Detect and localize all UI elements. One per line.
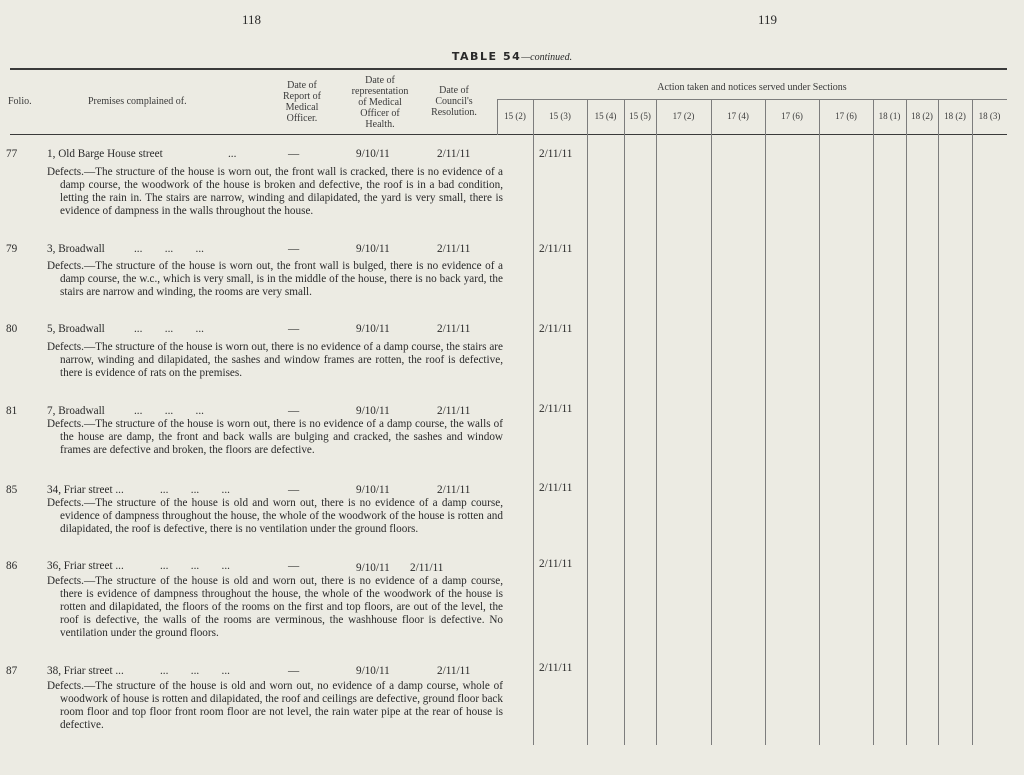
row-defects: Defects.—The structure of the house is worn out, there is no evidence of a damp course, the walls of the house are damp, the front and back walls are bulging and cracked, the sashes and window frames are defective and broken, the floors are defective.	[47, 418, 503, 457]
row-leaders: ...	[228, 148, 237, 160]
row-folio: 85	[6, 484, 18, 496]
column-rule	[938, 100, 939, 745]
row-folio: 80	[6, 323, 18, 335]
column-rule	[765, 100, 766, 745]
row-date-resolution: 2/11/11	[437, 484, 471, 496]
column-rule	[906, 100, 907, 745]
row-date-representation: 9/10/11	[356, 484, 390, 496]
column-rule	[972, 100, 973, 745]
column-rule	[624, 100, 625, 745]
section-header: 18 (1)	[878, 111, 901, 121]
row-folio: 86	[6, 560, 18, 572]
row-leaders: ... ... ...	[134, 323, 204, 335]
header-report: Date of Report of Medical Officer.	[282, 80, 322, 124]
row-premises: 5, Broadwall	[47, 323, 105, 335]
row-action-15-3: 2/11/11	[539, 558, 573, 570]
row-defects: Defects.—The structure of the house is old and worn out, there is no evidence of a damp course, evidence of dampness throughout the house, the whole of the woodwork of the house is rotten and dilapidated, the roof is defective, there is no ventilation under the ground floors.	[47, 497, 503, 536]
row-leaders: ... ... ...	[160, 484, 230, 496]
section-header: 18 (2)	[911, 111, 933, 121]
row-defects: Defects.—The structure of the house is worn out, there is no evidence of a damp course, the stairs are narrow, winding and dilapidated, the sashes and window frames are rotten, the roof is defective, there is evidence of rats on the premises.	[47, 341, 503, 380]
row-date-representation: 9/10/11	[356, 323, 390, 335]
header-representation: Date of representation of Medical Officer of Health.	[351, 75, 409, 130]
title-main: TABLE	[451, 50, 498, 63]
row-leaders: ... ... ...	[134, 405, 204, 417]
title-continued: —continued.	[521, 52, 573, 63]
row-premises: 34, Friar street ...	[47, 484, 124, 496]
row-action-15-3: 2/11/11	[539, 148, 573, 160]
column-rule	[819, 100, 820, 745]
row-date-resolution: 2/11/11	[410, 562, 444, 574]
row-date-resolution: 2/11/11	[437, 405, 471, 417]
column-rule	[711, 100, 712, 745]
column-rule	[587, 100, 588, 745]
column-rule	[497, 100, 498, 135]
page-number-right: 119	[758, 12, 778, 27]
row-date-representation: 9/10/11	[356, 243, 390, 255]
row-premises: 1, Old Barge House street	[47, 148, 163, 160]
table-title	[0, 50, 1024, 63]
header-action: Action taken and notices served under Sections	[657, 82, 847, 93]
section-header: 15 (3)	[549, 111, 571, 121]
row-date-resolution: 2/11/11	[437, 243, 471, 255]
row-premises: 3, Broadwall	[47, 243, 105, 255]
column-rule	[873, 100, 874, 745]
row-dash: —	[288, 484, 300, 496]
row-dash: —	[288, 243, 300, 255]
row-defects: Defects.—The structure of the house is worn out, the front wall is bulged, there is no evidence of a damp course, the w.c., which is very small, is in the middle of the house, there is no back yard, the stairs are narrow and winding, the rooms are very small.	[47, 260, 503, 299]
page-number-left: 118	[242, 12, 262, 27]
row-premises: 36, Friar street ...	[47, 560, 124, 572]
section-header: 15 (4)	[594, 111, 617, 121]
row-defects: Defects.—The structure of the house is worn out, the front wall is cracked, there is no evidence of a damp course, the woodwork of the house is broken and defective, the roof is in a bad condition, letting the rain in. The stairs are narrow, winding and dilapidated, the yard is very small, there is evidence of dampness in the walls throughout the house.	[47, 166, 503, 218]
title-number: 54	[502, 50, 522, 63]
section-header: 17 (4)	[727, 111, 749, 121]
row-action-15-3: 2/11/11	[539, 662, 573, 674]
header-top-rule	[10, 68, 1007, 70]
header-folio: Folio.	[8, 96, 32, 107]
row-dash: —	[288, 148, 300, 160]
row-defects: Defects.—The structure of the house is old and worn out, there is no evidence of a damp course, there is evidence of dampness throughout the house, the whole of the woodwork of the house is rotten and dilapidated, the floors of the rooms on the first and top floors, are out of the level, the roof is defective, the walls of the rooms are verminous, the washhouse floor is defective. No ventilation under the ground floors.	[47, 575, 503, 640]
row-action-15-3: 2/11/11	[539, 243, 573, 255]
column-rule	[656, 100, 657, 745]
row-leaders: ... ... ...	[160, 560, 230, 572]
column-rule	[533, 100, 534, 745]
header-resolution: Date of Council's Resolution.	[431, 85, 477, 118]
row-folio: 81	[6, 405, 18, 417]
section-header: 15 (5)	[629, 111, 651, 121]
row-date-resolution: 2/11/11	[437, 148, 471, 160]
row-date-representation: 9/10/11	[356, 405, 390, 417]
section-header: 17 (6)	[781, 111, 803, 121]
row-dash: —	[288, 560, 300, 572]
header-premises: Premises complained of.	[88, 96, 187, 107]
row-action-15-3: 2/11/11	[539, 403, 573, 415]
row-date-resolution: 2/11/11	[437, 665, 471, 677]
row-dash: —	[288, 323, 300, 335]
row-premises: 7, Broadwall	[47, 405, 105, 417]
row-folio: 79	[6, 243, 18, 255]
section-header: 15 (2)	[504, 111, 526, 121]
header-bottom-rule	[10, 134, 1007, 135]
row-folio: 77	[6, 148, 18, 160]
section-header: 17 (6)	[835, 111, 857, 121]
row-folio: 87	[6, 665, 18, 677]
row-action-15-3: 2/11/11	[539, 323, 573, 335]
row-date-representation: 9/10/11	[356, 665, 390, 677]
row-date-representation: 9/10/11	[356, 562, 390, 574]
section-header: 17 (2)	[672, 111, 695, 121]
section-header: 18 (3)	[978, 111, 1001, 121]
row-leaders: ... ... ...	[134, 243, 204, 255]
section-header: 18 (2)	[944, 111, 966, 121]
sections-rule	[497, 99, 1007, 100]
row-defects: Defects.—The structure of the house is old and worn out, no evidence of a damp course, whole of woodwork of house is rotten and dilapidated, the roof and ceilings are defective, ground floor back room floor and top floor front room floor are not level, the rain water pipe at the rear of house is defective.	[47, 680, 503, 732]
row-date-resolution: 2/11/11	[437, 323, 471, 335]
row-dash: —	[288, 405, 300, 417]
row-action-15-3: 2/11/11	[539, 482, 573, 494]
row-premises: 38, Friar street ...	[47, 665, 124, 677]
row-leaders: ... ... ...	[160, 665, 230, 677]
row-dash: —	[288, 665, 300, 677]
row-date-representation: 9/10/11	[356, 148, 390, 160]
